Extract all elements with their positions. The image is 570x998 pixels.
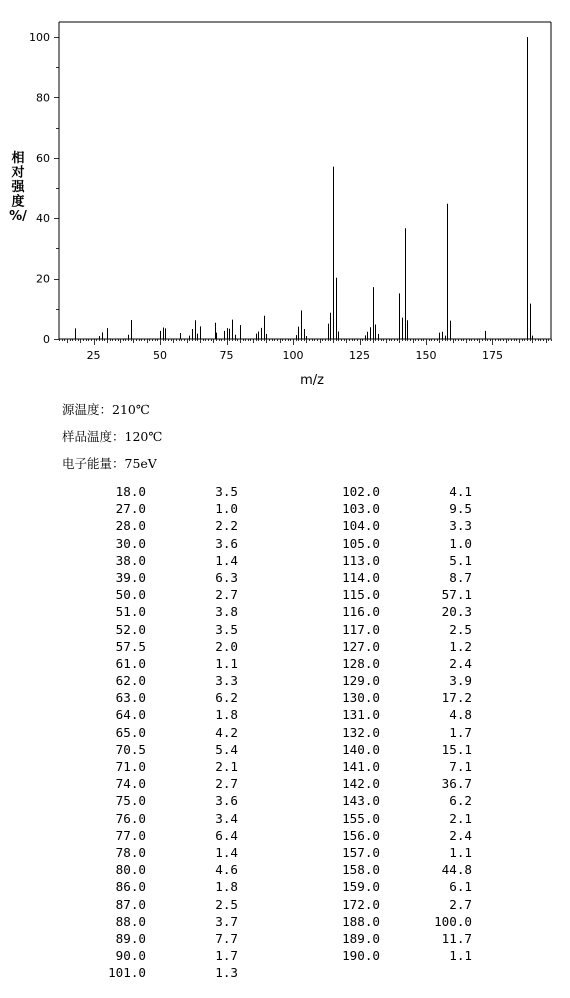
source-temperature: 源温度：210℃ xyxy=(62,402,150,417)
table-row xyxy=(78,758,238,775)
table-row xyxy=(78,775,238,792)
intensity-value: 6.3 xyxy=(215,569,238,585)
peak-bars xyxy=(76,37,533,339)
mz-value: 64.0 xyxy=(115,707,146,723)
mz-value: 189.0 xyxy=(342,930,380,946)
table-row xyxy=(312,569,472,586)
table-row xyxy=(78,569,238,586)
table-row xyxy=(312,706,472,723)
table-row xyxy=(312,500,472,517)
mz-value: 157.0 xyxy=(342,844,380,860)
mz-value: 57.5 xyxy=(115,638,146,654)
mz-value: 115.0 xyxy=(342,587,380,603)
mz-value: 63.0 xyxy=(115,690,146,706)
intensity-value: 6.2 xyxy=(215,690,238,706)
x-tick-label: 75 xyxy=(219,349,234,362)
intensity-value: 44.8 xyxy=(441,862,472,878)
mz-value: 159.0 xyxy=(342,879,380,895)
intensity-value: 1.8 xyxy=(215,707,238,723)
intensity-value: 2.5 xyxy=(215,896,238,912)
sample-temperature: 样品温度：120℃ xyxy=(62,429,163,444)
intensity-value: 57.1 xyxy=(441,587,472,603)
table-row xyxy=(312,775,472,792)
intensity-value: 3.5 xyxy=(215,484,238,499)
mz-value: 62.0 xyxy=(115,673,146,689)
table-row xyxy=(78,964,238,981)
intensity-value: 2.5 xyxy=(449,621,472,637)
intensity-value: 17.2 xyxy=(441,690,472,706)
table-row xyxy=(312,638,472,655)
mz-value: 28.0 xyxy=(115,518,146,534)
mz-value: 76.0 xyxy=(115,810,146,826)
table-row xyxy=(78,603,238,620)
table-row xyxy=(78,638,238,655)
table-row xyxy=(78,535,238,552)
table-row xyxy=(312,603,472,620)
mz-value: 52.0 xyxy=(115,621,146,637)
intensity-value: 36.7 xyxy=(441,776,472,792)
plot-frame xyxy=(59,22,551,339)
table-row xyxy=(78,500,238,517)
intensity-value: 4.1 xyxy=(449,484,472,499)
intensity-value: 2.7 xyxy=(449,896,472,912)
intensity-value: 1.1 xyxy=(215,655,238,671)
intensity-value: 9.5 xyxy=(449,501,472,517)
intensity-value: 3.9 xyxy=(449,673,472,689)
intensity-value: 2.7 xyxy=(215,587,238,603)
table-row xyxy=(312,655,472,672)
mz-value: 18.0 xyxy=(115,484,146,499)
table-row xyxy=(78,655,238,672)
y-label-char: 相 xyxy=(11,151,25,166)
table-row xyxy=(78,792,238,809)
y-tick-label: 0 xyxy=(43,333,50,346)
y-label-char: 强 xyxy=(11,180,25,195)
intensity-value: 1.0 xyxy=(449,535,472,551)
mz-value: 71.0 xyxy=(115,759,146,774)
table-row xyxy=(78,517,238,534)
intensity-value: 3.7 xyxy=(215,913,238,929)
mz-value: 113.0 xyxy=(342,552,380,568)
table-row xyxy=(78,878,238,895)
intensity-value: 8.7 xyxy=(449,569,472,585)
intensity-value: 2.1 xyxy=(449,810,472,826)
intensity-value: 3.8 xyxy=(215,604,238,620)
table-row xyxy=(312,672,472,689)
table-row xyxy=(312,896,472,913)
intensity-value: 2.7 xyxy=(215,776,238,792)
intensity-value: 7.7 xyxy=(215,930,238,946)
peak-table-right xyxy=(312,483,472,964)
mz-value: 77.0 xyxy=(115,827,146,843)
y-axis-label xyxy=(9,150,27,224)
mz-value: 90.0 xyxy=(115,948,146,964)
mz-value: 88.0 xyxy=(115,913,146,929)
intensity-value: 7.1 xyxy=(449,759,472,774)
intensity-value: 2.1 xyxy=(215,759,238,774)
table-row xyxy=(78,896,238,913)
mz-value: 27.0 xyxy=(115,501,146,517)
mz-value: 188.0 xyxy=(342,913,380,929)
intensity-value: 5.4 xyxy=(215,741,238,757)
table-row xyxy=(312,913,472,930)
table-row xyxy=(312,947,472,964)
y-axis xyxy=(29,31,59,346)
table-row xyxy=(78,672,238,689)
intensity-value: 1.7 xyxy=(215,948,238,964)
table-row xyxy=(78,621,238,638)
mz-value: 116.0 xyxy=(342,604,380,620)
mz-value: 70.5 xyxy=(115,741,146,757)
mz-value: 128.0 xyxy=(342,655,380,671)
intensity-value: 3.6 xyxy=(215,535,238,551)
y-tick-label: 60 xyxy=(36,151,50,165)
intensity-value: 1.4 xyxy=(215,552,238,568)
mz-value: 78.0 xyxy=(115,844,146,860)
table-row xyxy=(78,586,238,603)
intensity-value: 6.1 xyxy=(449,879,472,895)
mz-value: 131.0 xyxy=(342,707,380,723)
intensity-value: 15.1 xyxy=(441,741,472,757)
mz-value: 114.0 xyxy=(342,569,380,585)
table-row xyxy=(312,861,472,878)
intensity-value: 5.1 xyxy=(449,552,472,568)
mz-value: 105.0 xyxy=(342,535,380,551)
y-tick-label: 40 xyxy=(36,212,50,226)
table-row xyxy=(312,483,472,500)
table-row xyxy=(78,861,238,878)
table-row xyxy=(78,741,238,758)
y-tick-label: 80 xyxy=(36,91,50,105)
table-row xyxy=(312,535,472,552)
table-row xyxy=(312,827,472,844)
x-axis-title: m/z xyxy=(300,373,324,388)
mz-value: 102.0 xyxy=(342,484,380,499)
table-row xyxy=(78,827,238,844)
intensity-value: 1.7 xyxy=(449,724,472,740)
mz-value: 103.0 xyxy=(342,501,380,517)
table-row xyxy=(312,878,472,895)
table-row xyxy=(312,621,472,638)
mz-value: 101.0 xyxy=(108,965,146,981)
table-row xyxy=(312,930,472,947)
intensity-value: 4.6 xyxy=(215,862,238,878)
intensity-value: 3.4 xyxy=(215,810,238,826)
intensity-value: 1.8 xyxy=(215,879,238,895)
intensity-value: 2.4 xyxy=(449,827,472,843)
x-tick-label: 175 xyxy=(481,349,503,362)
mz-value: 74.0 xyxy=(115,776,146,792)
table-row xyxy=(312,792,472,809)
table-row xyxy=(78,706,238,723)
table-row xyxy=(78,689,238,706)
mz-value: 155.0 xyxy=(342,810,380,826)
mz-value: 140.0 xyxy=(342,741,380,757)
x-tick-label: 100 xyxy=(282,349,304,362)
mz-value: 117.0 xyxy=(342,621,380,637)
table-row xyxy=(78,724,238,741)
table-row xyxy=(78,913,238,930)
x-axis xyxy=(60,339,552,362)
table-row xyxy=(78,552,238,569)
mz-value: 61.0 xyxy=(115,655,146,671)
table-row xyxy=(312,741,472,758)
table-row xyxy=(312,689,472,706)
intensity-value: 2.2 xyxy=(215,518,238,534)
intensity-value: 1.4 xyxy=(215,844,238,860)
mz-value: 87.0 xyxy=(115,896,146,912)
x-tick-label: 25 xyxy=(86,349,101,362)
intensity-value: 1.2 xyxy=(449,638,472,654)
table-row xyxy=(312,844,472,861)
table-row xyxy=(78,930,238,947)
y-tick-label: 20 xyxy=(36,272,50,286)
table-row xyxy=(312,810,472,827)
intensity-value: 3.5 xyxy=(215,621,238,637)
x-tick-label: 150 xyxy=(415,349,437,362)
mz-value: 190.0 xyxy=(342,948,380,964)
mz-value: 86.0 xyxy=(115,879,146,895)
mz-value: 141.0 xyxy=(342,759,380,774)
mz-value: 129.0 xyxy=(342,673,380,689)
mz-value: 142.0 xyxy=(342,776,380,792)
table-row xyxy=(78,947,238,964)
mz-value: 89.0 xyxy=(115,930,146,946)
table-row xyxy=(78,483,238,500)
mz-value: 130.0 xyxy=(342,690,380,706)
table-row xyxy=(312,586,472,603)
intensity-value: 1.0 xyxy=(215,501,238,517)
mz-value: 143.0 xyxy=(342,793,380,809)
intensity-value: 4.2 xyxy=(215,724,238,740)
mz-value: 39.0 xyxy=(115,569,146,585)
intensity-value: 3.6 xyxy=(215,793,238,809)
mz-value: 80.0 xyxy=(115,862,146,878)
mz-value: 30.0 xyxy=(115,535,146,551)
intensity-value: 1.3 xyxy=(215,965,238,981)
intensity-value: 20.3 xyxy=(441,604,472,620)
table-row xyxy=(312,758,472,775)
table-row xyxy=(78,844,238,861)
table-row xyxy=(312,517,472,534)
intensity-value: 3.3 xyxy=(449,518,472,534)
mz-value: 104.0 xyxy=(342,518,380,534)
mass-spectrum-chart xyxy=(0,0,570,395)
table-row xyxy=(312,552,472,569)
intensity-value: 1.1 xyxy=(449,948,472,964)
mz-value: 38.0 xyxy=(115,552,146,568)
intensity-value: 6.4 xyxy=(215,827,238,843)
intensity-value: 3.3 xyxy=(215,673,238,689)
y-tick-label: 100 xyxy=(29,31,50,45)
intensity-value: 4.8 xyxy=(449,707,472,723)
mz-value: 132.0 xyxy=(342,724,380,740)
intensity-value: 1.1 xyxy=(449,844,472,860)
table-row xyxy=(312,724,472,741)
mz-value: 65.0 xyxy=(115,724,146,740)
mz-value: 172.0 xyxy=(342,896,380,912)
electron-energy: 电子能量：75eV xyxy=(62,456,157,471)
mz-value: 51.0 xyxy=(115,604,146,620)
y-label-char: 对 xyxy=(11,165,25,181)
intensity-value: 2.0 xyxy=(215,638,238,654)
intensity-value: 100.0 xyxy=(434,913,472,929)
mz-value: 50.0 xyxy=(115,587,146,603)
x-tick-label: 50 xyxy=(153,349,168,362)
y-label-char: %/ xyxy=(9,209,27,224)
mz-value: 75.0 xyxy=(115,793,146,809)
y-label-char: 度 xyxy=(11,194,25,210)
table-row xyxy=(78,810,238,827)
intensity-value: 11.7 xyxy=(441,930,472,946)
intensity-value: 2.4 xyxy=(449,655,472,671)
intensity-value: 6.2 xyxy=(449,793,472,809)
x-tick-label: 125 xyxy=(349,349,371,362)
mz-value: 127.0 xyxy=(342,638,380,654)
peak-table-left xyxy=(78,483,238,981)
mz-value: 158.0 xyxy=(342,862,380,878)
mz-value: 156.0 xyxy=(342,827,380,843)
